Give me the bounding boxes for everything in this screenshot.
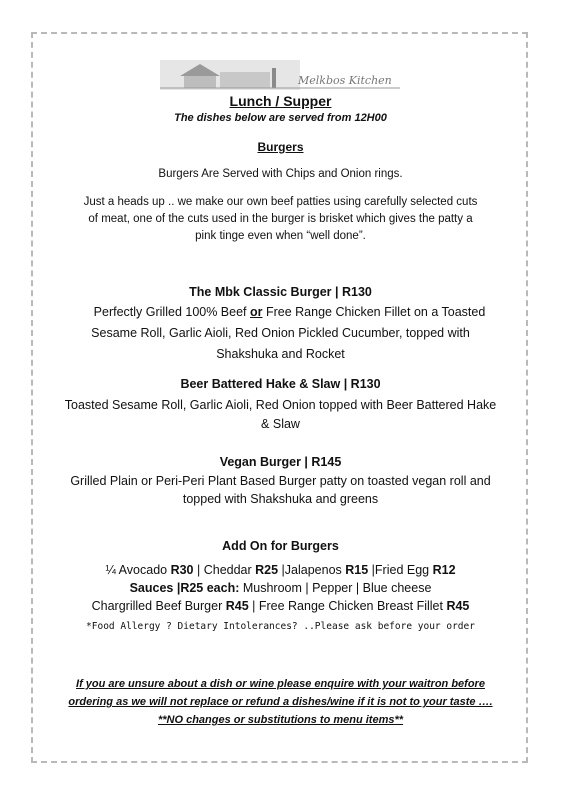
- item-title-classic: The Mbk Classic Burger | R130: [189, 285, 372, 299]
- disclaimer-line-2: ordering as we will not replace or refund a dishes/wine if it is not to your taste ….: [68, 696, 493, 708]
- addons-line-1: ¼ Avocado R30 | Cheddar R25 |Jalapenos R15 |Fried Egg R12: [105, 563, 456, 577]
- item-desc-hake-1: Toasted Sesame Roll, Garlic Aioli, Red Onion topped with Beer Battered Hake: [64, 398, 497, 412]
- item-title-vegan: Vegan Burger | R145: [219, 455, 342, 469]
- disclaimer-line-3: **NO changes or substitutions to menu items**: [157, 714, 404, 726]
- item-title-hake: Beer Battered Hake & Slaw | R130: [180, 377, 381, 391]
- addons-line-2: Sauces |R25 each: Mushroom | Pepper | Blue cheese: [129, 581, 432, 595]
- section-note-3: pink tinge even when “well done”.: [195, 230, 366, 242]
- item-desc-classic-2: Sesame Roll, Garlic Aioli, Red Onion Pickled Cucumber, topped with: [91, 326, 470, 340]
- item-desc-vegan-2: topped with Shakshuka and greens: [182, 492, 379, 506]
- page-subtitle: The dishes below are served from 12H00: [174, 112, 387, 124]
- disclaimer-line-1: If you are unsure about a dish or wine please enquire with your waitron before: [76, 678, 485, 690]
- section-intro: Burgers Are Served with Chips and Onion rings.: [158, 168, 403, 180]
- section-note-2: of meat, one of the cuts used in the burger is brisket which gives the patty a: [88, 213, 473, 225]
- addons-line-3: Chargrilled Beef Burger R45 | Free Range Chicken Breast Fillet R45: [91, 599, 470, 613]
- addons-title: Add On for Burgers: [222, 539, 339, 553]
- allergy-note: *Food Allergy ? Dietary Intolerances? ..Please ask before your order: [86, 621, 475, 632]
- logo-text: Melkbos Kitchen: [298, 74, 392, 87]
- item-desc-classic-3: Shakshuka and Rocket: [216, 347, 345, 361]
- section-title: Burgers: [257, 140, 304, 154]
- item-desc-vegan-1: Grilled Plain or Peri-Peri Plant Based Burger patty on toasted vegan roll and: [70, 474, 491, 488]
- item-desc-hake-2: & Slaw: [261, 417, 300, 431]
- item-desc-classic-1: Perfectly Grilled 100% Beef or Free Range Chicken Fillet on a Toasted: [93, 305, 486, 319]
- section-note-1: Just a heads up .. we make our own beef patties using carefully selected cuts: [83, 196, 478, 208]
- page-title: Lunch / Supper: [229, 93, 332, 109]
